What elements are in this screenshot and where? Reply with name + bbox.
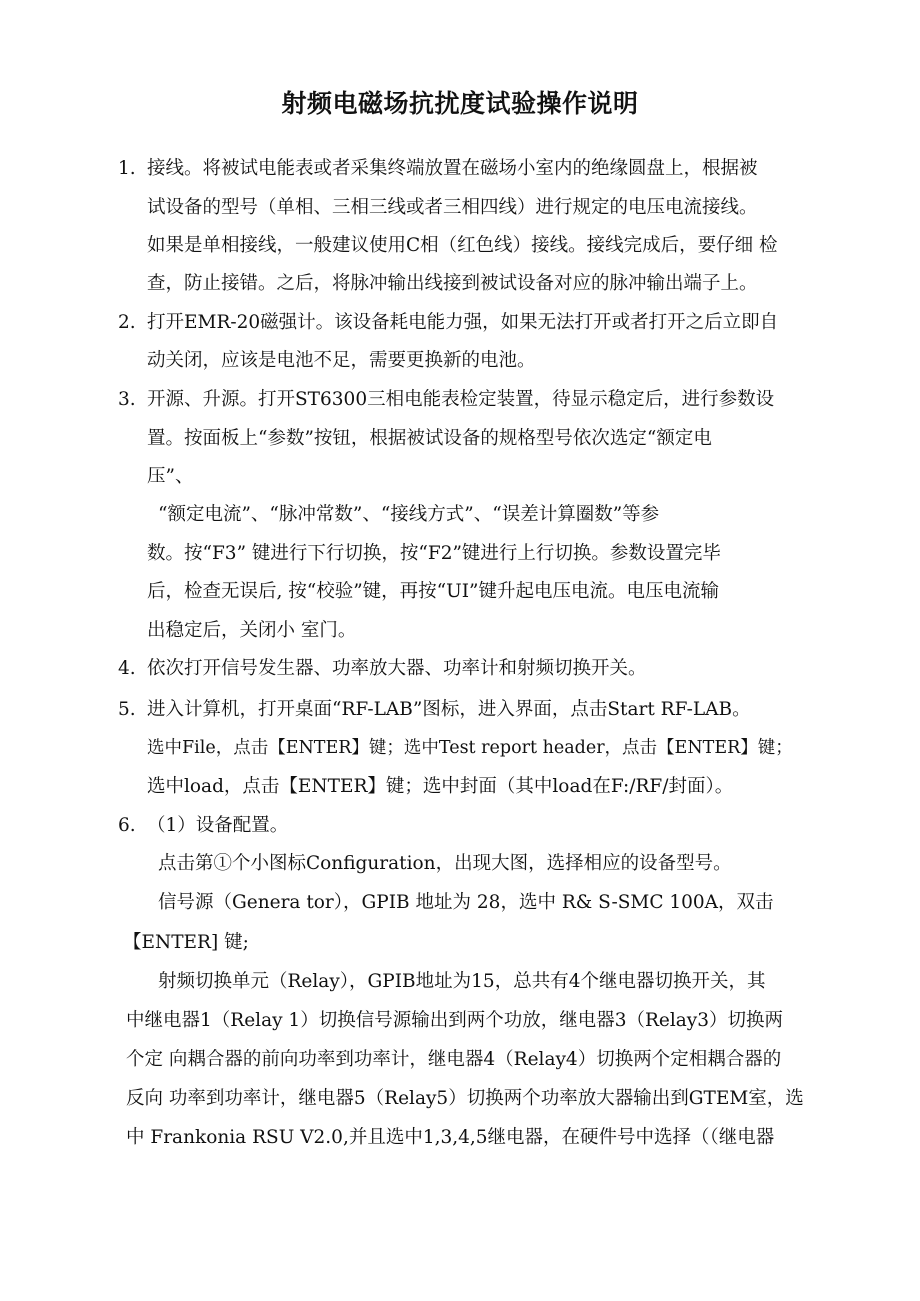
item-number: 6. bbox=[118, 815, 136, 836]
paragraph-line: 数。按“F3” 键进行下行切换，按“F2”键进行上行切换。参数设置完毕 bbox=[147, 543, 721, 564]
item-number: 1. bbox=[118, 158, 136, 179]
paragraph-line: 出稳定后，关闭小 室门。 bbox=[147, 620, 357, 641]
paragraph-line: 中继电器1（Relay 1）切换信号源输出到两个功放，继电器3（Relay3）切换两 bbox=[126, 1010, 784, 1031]
paragraph-line: 查，防止接错。之后，将脉冲输出线接到被试设备对应的脉冲输出端子上。 bbox=[147, 273, 758, 294]
document-title: 射频电磁场抗扰度试验操作说明 bbox=[281, 89, 639, 118]
paragraph-line: 动关闭，应该是电池不足，需要更换新的电池。 bbox=[147, 350, 536, 371]
item-number: 4. bbox=[118, 658, 136, 679]
item-number: 3. bbox=[118, 389, 136, 410]
paragraph-line: 置。按面板上“参数”按钮，根据被试设备的规格型号依次选定“额定电 bbox=[147, 428, 712, 449]
paragraph-line: 如果是单相接线，一般建议使用C相（红色线）接线。接线完成后，要仔细 检 bbox=[147, 235, 778, 256]
paragraph-line: 点击第①个小图标Configuration，出现大图，选择相应的设备型号。 bbox=[158, 853, 732, 874]
paragraph-line: 射频切换单元（Relay），GPIB地址为15，总共有4个继电器切换开关，其 bbox=[158, 971, 766, 992]
paragraph-line: 接线。将被试电能表或者采集终端放置在磁场小室内的绝缘圆盘上，根据被 bbox=[147, 158, 758, 179]
paragraph-line: 进入计算机，打开桌面“RF-LAB”图标，进入界面，点击Start RF-LAB。 bbox=[147, 699, 751, 720]
paragraph-line: 反向 功率到功率计，继电器5（Relay5）切换两个功率放大器输出到GTEM室，选 bbox=[126, 1088, 804, 1109]
paragraph-line: 试设备的型号（单相、三相三线或者三相四线）进行规定的电压电流接线。 bbox=[147, 197, 758, 218]
paragraph-line: （1）设备配置。 bbox=[147, 815, 289, 836]
paragraph-line: 压”、 bbox=[147, 466, 194, 487]
paragraph-line: 信号源（Genera tor），GPIB 地址为 28，选中 R& S-SMC 100A，双击 bbox=[158, 892, 774, 913]
paragraph-line: 中 Frankonia RSU V2.0,并且选中1,3,4,5继电器，在硬件号中选择（（继电器 bbox=[126, 1127, 775, 1148]
paragraph-line: 选中File，点击【ENTER】键；选中Test report header，点击【ENTER】键； bbox=[147, 738, 793, 758]
paragraph-line: 个定 向耦合器的前向功率到功率计，继电器4（Relay4）切换两个定相耦合器的 bbox=[126, 1049, 782, 1070]
paragraph-line: 选中load，点击【ENTER】键；选中封面（其中load在F:/RF/封面）。 bbox=[147, 776, 734, 797]
paragraph-line: 依次打开信号发生器、功率放大器、功率计和射频切换开关。 bbox=[147, 658, 647, 679]
item-number: 2. bbox=[118, 312, 136, 333]
paragraph-line: 后，检查无误后, 按“校验”键，再按“UI”键升起电压电流。电压电流输 bbox=[147, 581, 719, 602]
paragraph-line: “额定电流”、“脉冲常数”、“接线方式”、“误差计算圈数”等参 bbox=[158, 504, 660, 525]
paragraph-line: 打开EMR-20磁强计。该设备耗电能力强，如果无法打开或者打开之后立即自 bbox=[147, 312, 779, 333]
item-number: 5. bbox=[118, 699, 136, 720]
paragraph-line: 【ENTER] 键; bbox=[123, 932, 249, 953]
paragraph-line: 开源、升源。打开ST6300三相电能表检定装置，待显示稳定后，进行参数设 bbox=[147, 389, 775, 410]
